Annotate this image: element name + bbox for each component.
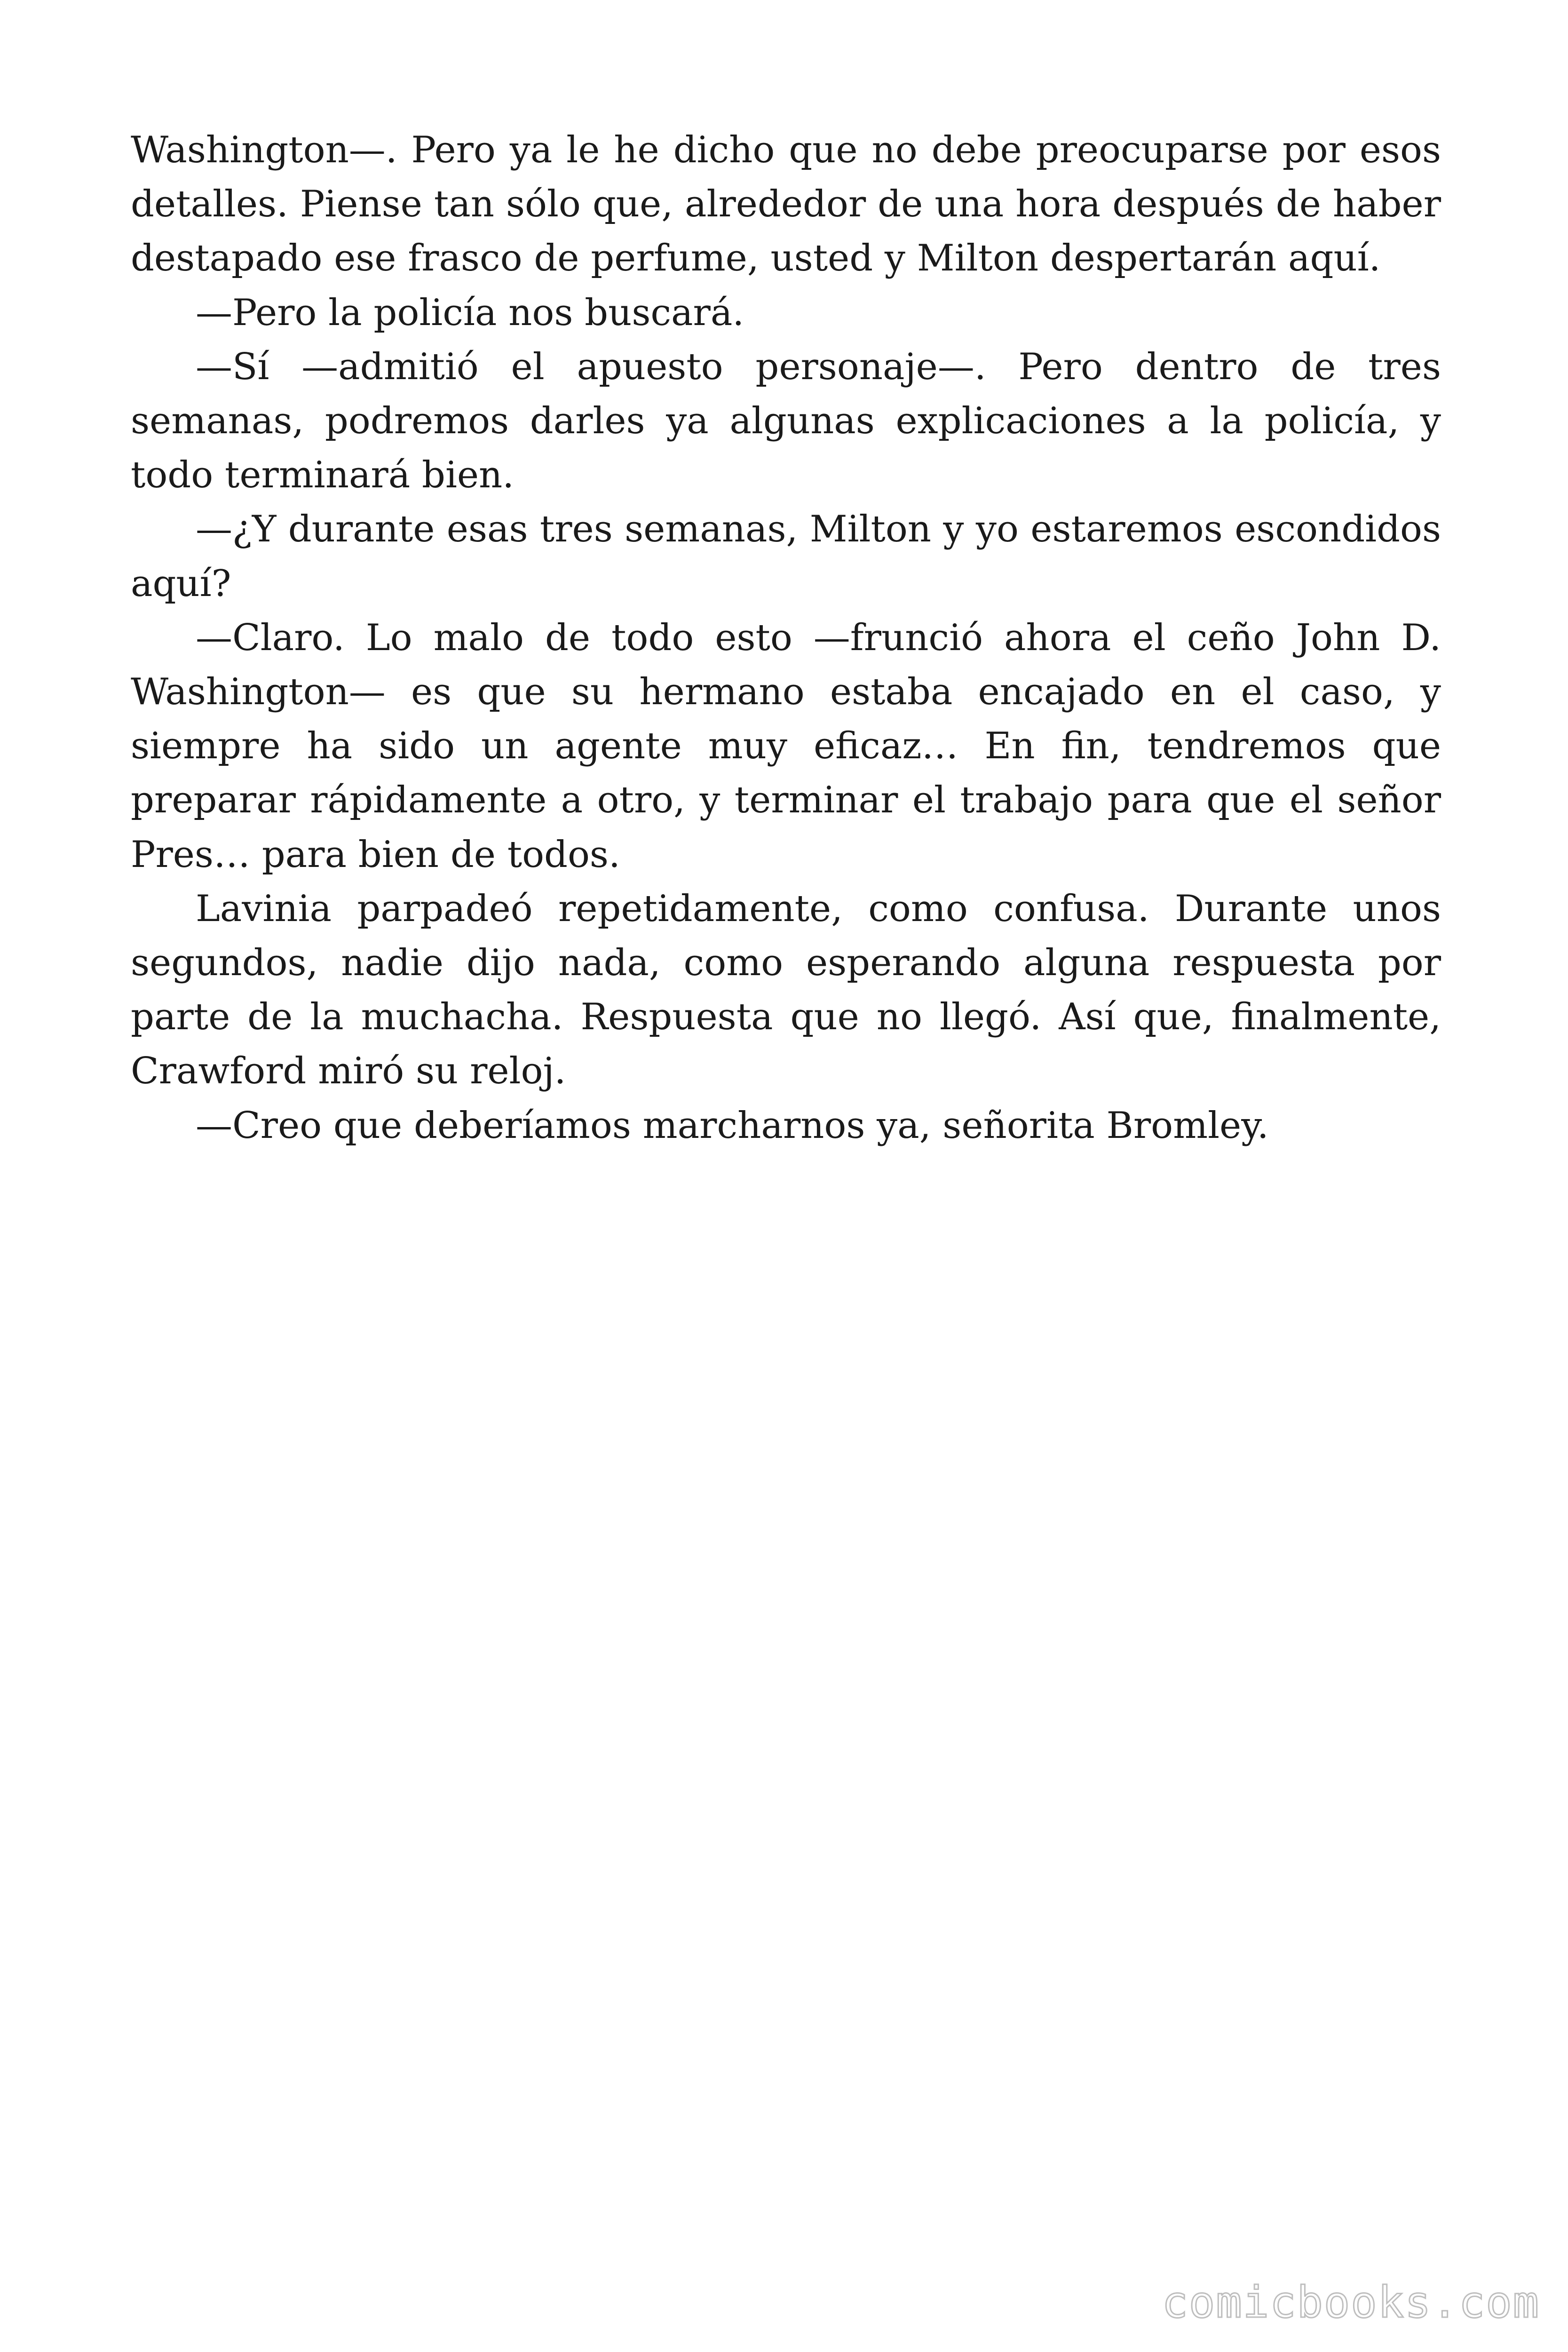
- paragraph-2: —Pero la policía nos buscará.: [196, 291, 744, 334]
- paragraph-4: —¿Y durante esas tres semanas, Milton y yo estaremos escondidos aquí?: [131, 508, 1441, 605]
- paragraph-6: Lavinia parpadeó repetidamente, como confusa. Durante unos segundos, nadie dijo nada, como esperando alguna respuesta por parte de la muchacha. Respuesta que no llegó. Así que, finalmente, Crawford miró su reloj.: [131, 887, 1441, 1093]
- paragraph-1: Washington—. Pero ya le he dicho que no debe preocuparse por esos detalles. Piense tan sólo que, alrededor de una hora después de haber destapado ese frasco de perfume, usted y Milton despertarán aquí.: [131, 129, 1441, 280]
- watermark: comicbooks.com: [1162, 2277, 1540, 2328]
- paragraph-5: —Claro. Lo malo de todo esto —frunció ahora el ceño John D. Washington— es que su hermano estaba encajado en el caso, y siempre ha sido un agente muy eficaz… En fin, tendremos que preparar rápidamente a otro, y terminar el trabajo para que el señor Pres… para bien de todos.: [131, 616, 1441, 876]
- paragraph-3: —Sí —admitió el apuesto personaje—. Pero dentro de tres semanas, podremos darles ya algunas explicaciones a la policía, y todo terminará bien.: [131, 345, 1441, 497]
- body-text: [131, 123, 1441, 1153]
- paragraph-7: —Creo que deberíamos marcharnos ya, señorita Bromley.: [196, 1104, 1269, 1147]
